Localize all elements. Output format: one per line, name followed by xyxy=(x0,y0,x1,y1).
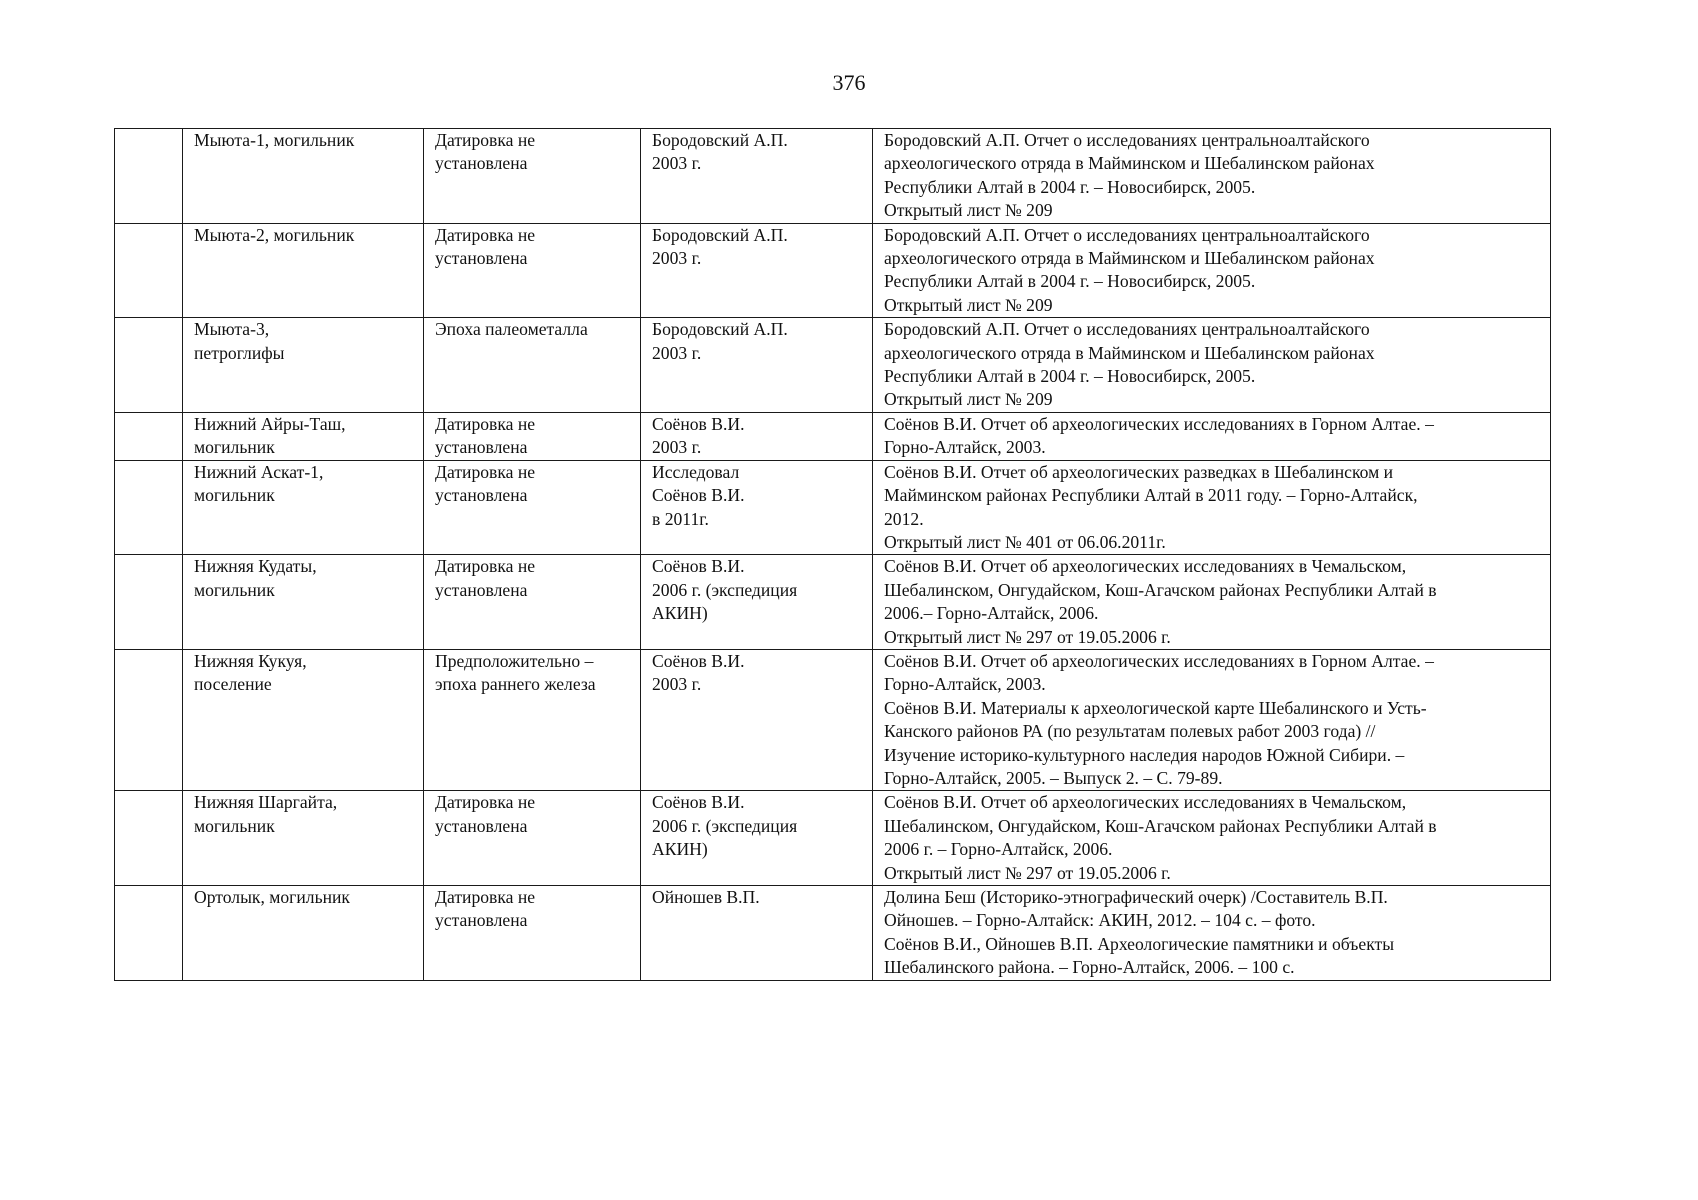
monument-name-cell: Мыюта-1, могильник xyxy=(183,129,424,224)
source-cell: Соёнов В.И. Отчет об археологических разведках в Шебалинском и Майминском районах Республики Алтай в 2011 году. – Горно-Алтайск, 2012. Открытый лист № 401 от 06.06.2011г. xyxy=(873,460,1551,555)
source-cell: Бородовский А.П. Отчет о исследованиях центральноалтайского археологического отряда в Майминском и Шебалинском районах Республики Алтай в 2004 г. – Новосибирск, 2005. Открытый лист № 209 xyxy=(873,129,1551,224)
dating-cell: Датировка не установлена xyxy=(424,791,641,886)
monument-name-cell: Нижний Айры-Таш, могильник xyxy=(183,412,424,460)
researcher-cell: Исследовал Соёнов В.И. в 2011г. xyxy=(641,460,873,555)
monument-name-cell: Ортолык, могильник xyxy=(183,886,424,981)
table-row xyxy=(115,649,1551,790)
source-cell: Бородовский А.П. Отчет о исследованиях центральноалтайского археологического отряда в Майминском и Шебалинском районах Республики Алтай в 2004 г. – Новосибирск, 2005. Открытый лист № 209 xyxy=(873,318,1551,413)
monuments-table xyxy=(114,128,1551,981)
row-number-cell xyxy=(115,649,183,790)
table-row xyxy=(115,460,1551,555)
source-cell: Долина Беш (Историко-этнографический очерк) /Составитель В.П. Ойношев. – Горно-Алтайск: АКИН, 2012. – 104 с. – фото. Соёнов В.И., Ойношев В.П. Археологические памятники и объекты Шебалинского района. – Горно-Алтайск, 2006. – 100 с. xyxy=(873,886,1551,981)
dating-cell: Эпоха палеометалла xyxy=(424,318,641,413)
monument-name-cell: Мыюта-2, могильник xyxy=(183,223,424,318)
row-number-cell xyxy=(115,412,183,460)
dating-cell: Предположительно – эпоха раннего железа xyxy=(424,649,641,790)
table-row xyxy=(115,412,1551,460)
row-number-cell xyxy=(115,460,183,555)
page-number: 376 xyxy=(832,70,866,95)
dating-cell: Датировка не установлена xyxy=(424,129,641,224)
table-row xyxy=(115,791,1551,886)
monument-name-cell: Мыюта-3, петроглифы xyxy=(183,318,424,413)
source-cell: Бородовский А.П. Отчет о исследованиях центральноалтайского археологического отряда в Майминском и Шебалинском районах Республики Алтай в 2004 г. – Новосибирск, 2005. Открытый лист № 209 xyxy=(873,223,1551,318)
dating-cell: Датировка не установлена xyxy=(424,412,641,460)
table-row xyxy=(115,129,1551,224)
monument-name-cell: Нижняя Кукуя, поселение xyxy=(183,649,424,790)
researcher-cell: Бородовский А.П. 2003 г. xyxy=(641,129,873,224)
monument-name-cell: Нижняя Кудаты, могильник xyxy=(183,555,424,650)
researcher-cell: Соёнов В.И. 2003 г. xyxy=(641,649,873,790)
source-cell: Соёнов В.И. Отчет об археологических исследованиях в Горном Алтае. – Горно-Алтайск, 2003. xyxy=(873,412,1551,460)
row-number-cell xyxy=(115,318,183,413)
table-row xyxy=(115,886,1551,981)
table-row xyxy=(115,318,1551,413)
researcher-cell: Соёнов В.И. 2006 г. (экспедиция АКИН) xyxy=(641,791,873,886)
source-cell: Соёнов В.И. Отчет об археологических исследованиях в Чемальском, Шебалинском, Онгудайском, Кош-Агачском районах Республики Алтай в 2006.– Горно-Алтайск, 2006. Открытый лист № 297 от 19.05.2006 г. xyxy=(873,555,1551,650)
dating-cell: Датировка не установлена xyxy=(424,886,641,981)
dating-cell: Датировка не установлена xyxy=(424,555,641,650)
row-number-cell xyxy=(115,555,183,650)
researcher-cell: Ойношев В.П. xyxy=(641,886,873,981)
source-cell: Соёнов В.И. Отчет об археологических исследованиях в Чемальском, Шебалинском, Онгудайском, Кош-Агачском районах Республики Алтай в 2006 г. – Горно-Алтайск, 2006. Открытый лист № 297 от 19.05.2006 г. xyxy=(873,791,1551,886)
table-row xyxy=(115,555,1551,650)
monument-name-cell: Нижняя Шаргайта, могильник xyxy=(183,791,424,886)
row-number-cell xyxy=(115,223,183,318)
dating-cell: Датировка не установлена xyxy=(424,223,641,318)
row-number-cell xyxy=(115,886,183,981)
table-row xyxy=(115,223,1551,318)
row-number-cell xyxy=(115,791,183,886)
row-number-cell xyxy=(115,129,183,224)
researcher-cell: Соёнов В.И. 2003 г. xyxy=(641,412,873,460)
monument-name-cell: Нижний Аскат-1, могильник xyxy=(183,460,424,555)
researcher-cell: Соёнов В.И. 2006 г. (экспедиция АКИН) xyxy=(641,555,873,650)
source-cell: Соёнов В.И. Отчет об археологических исследованиях в Горном Алтае. – Горно-Алтайск, 2003. Соёнов В.И. Материалы к археологической карте Шебалинского и Усть- Канского районов РА (по результатам полевых работ 2003 года) // Изучение историко-культурного наследия народов Южной Сибири. – Горно-Алтайск, 2005. – Выпуск 2. – С. 79-89. xyxy=(873,649,1551,790)
researcher-cell: Бородовский А.П. 2003 г. xyxy=(641,318,873,413)
dating-cell: Датировка не установлена xyxy=(424,460,641,555)
researcher-cell: Бородовский А.П. 2003 г. xyxy=(641,223,873,318)
